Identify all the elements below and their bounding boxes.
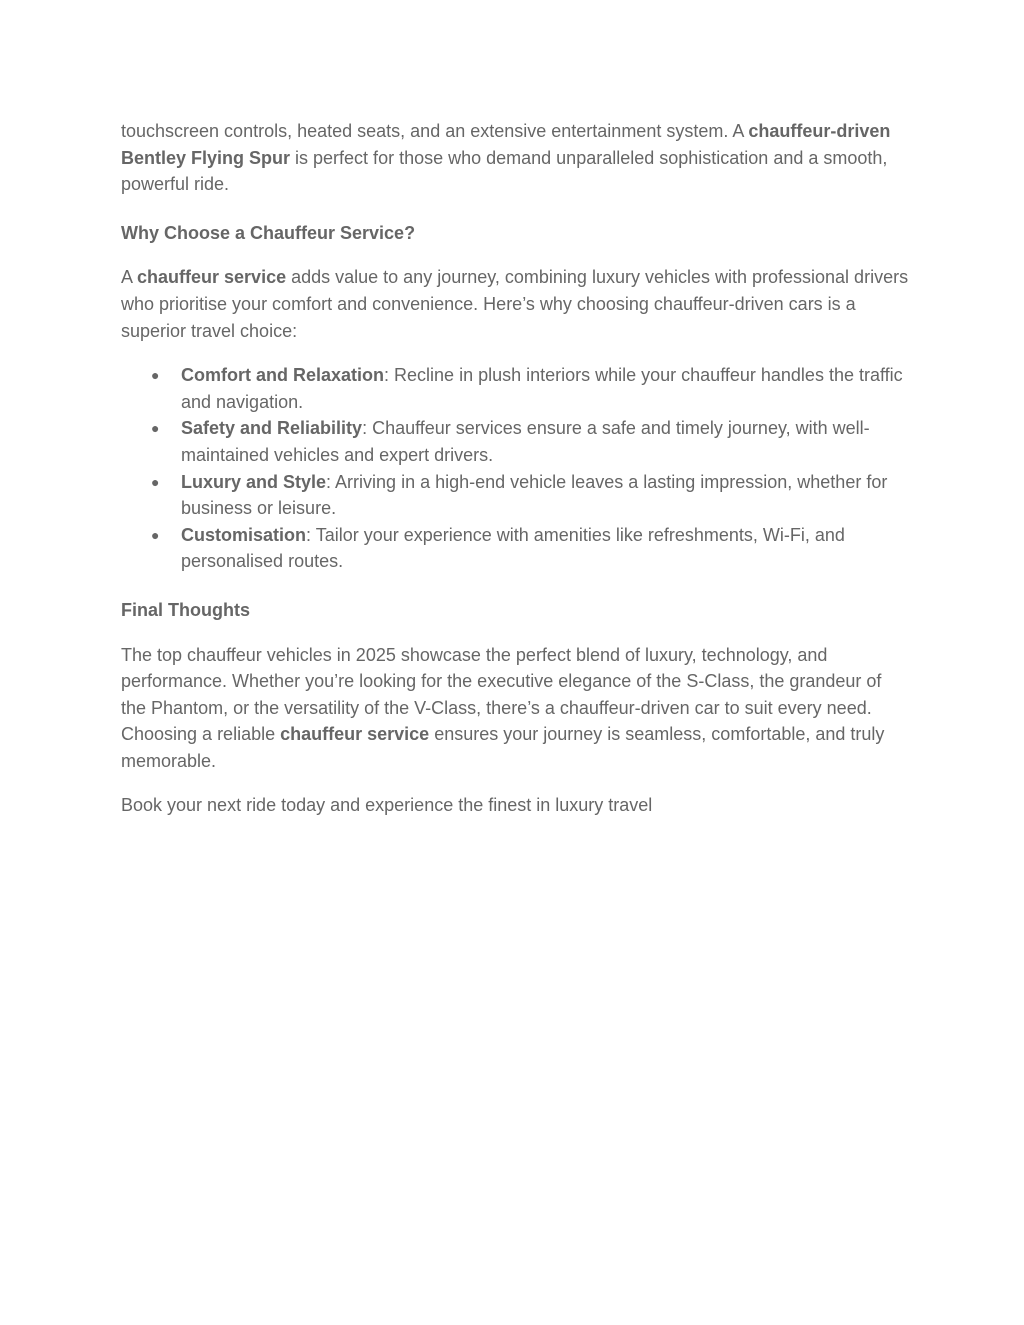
final-paragraph [121,642,911,775]
list-item-title: Customisation [181,524,307,545]
final-bold-chauffeur-service: chauffeur service [280,724,430,745]
list-item-title: Comfort and Relaxation [181,365,385,386]
list-item-text: : Chauffeur services ensure a safe and timely journey, with well-maintained vehicles and expert drivers. [181,418,870,465]
list-item [121,362,911,415]
bullet-icon: ● [151,473,160,490]
why-heading: Why Choose a Chauffeur Service? [121,222,416,243]
final-heading: Final Thoughts [121,599,250,620]
why-bold-chauffeur-service: chauffeur service [137,267,287,288]
list-item [121,469,911,522]
list-item [121,415,911,468]
intro-text-1: touchscreen controls, heated seats, and an extensive entertainment system. A [121,121,749,141]
intro-paragraph [121,118,911,198]
list-item-title: Luxury and Style [181,471,327,492]
list-item-text: : Arriving in a high-end vehicle leaves a lasting impression, whether for business or leisure. [181,471,888,519]
why-text-1: A [121,267,138,288]
benefits-list [121,362,911,575]
why-text-2: adds value to any journey, combining luxury vehicles with professional drivers who prioritise your comfort and convenience. Here’s why choosing chauffeur-driven cars is a superior travel choice: [121,267,909,341]
final-text-2: ensures your journey is seamless, comfortable, and truly memorable. [121,724,885,771]
closing-paragraph: Book your next ride today and experience the finest in luxury travel [121,795,653,816]
bullet-icon: ● [151,526,160,543]
intro-text-2: is perfect for those who demand unparalleled sophistication and a smooth, powerful ride. [121,147,888,195]
intro-bold-bentley: chauffeur-driven Bentley Flying Spur [121,121,891,168]
bullet-icon: ● [151,367,160,384]
bullet-icon: ● [151,420,160,437]
list-item-text: : Recline in plush interiors while your chauffeur handles the traffic and navigation. [181,365,903,412]
final-text-1: The top chauffeur vehicles in 2025 showcase the perfect blend of luxury, technology, and performance. Whether you’re looking for the executive elegance of the S-Class, the grandeur of the Phantom, or the versatility of the V-Class, there’s a chauffeur-driven car to suit every need. Choosing a reliable [121,644,882,745]
list-item-title: Safety and Reliability [181,418,363,439]
document-page [121,118,911,837]
why-paragraph [121,264,911,344]
list-item [121,522,911,575]
list-item-text: : Tailor your experience with amenities like refreshments, Wi-Fi, and personalised routes. [181,524,845,572]
